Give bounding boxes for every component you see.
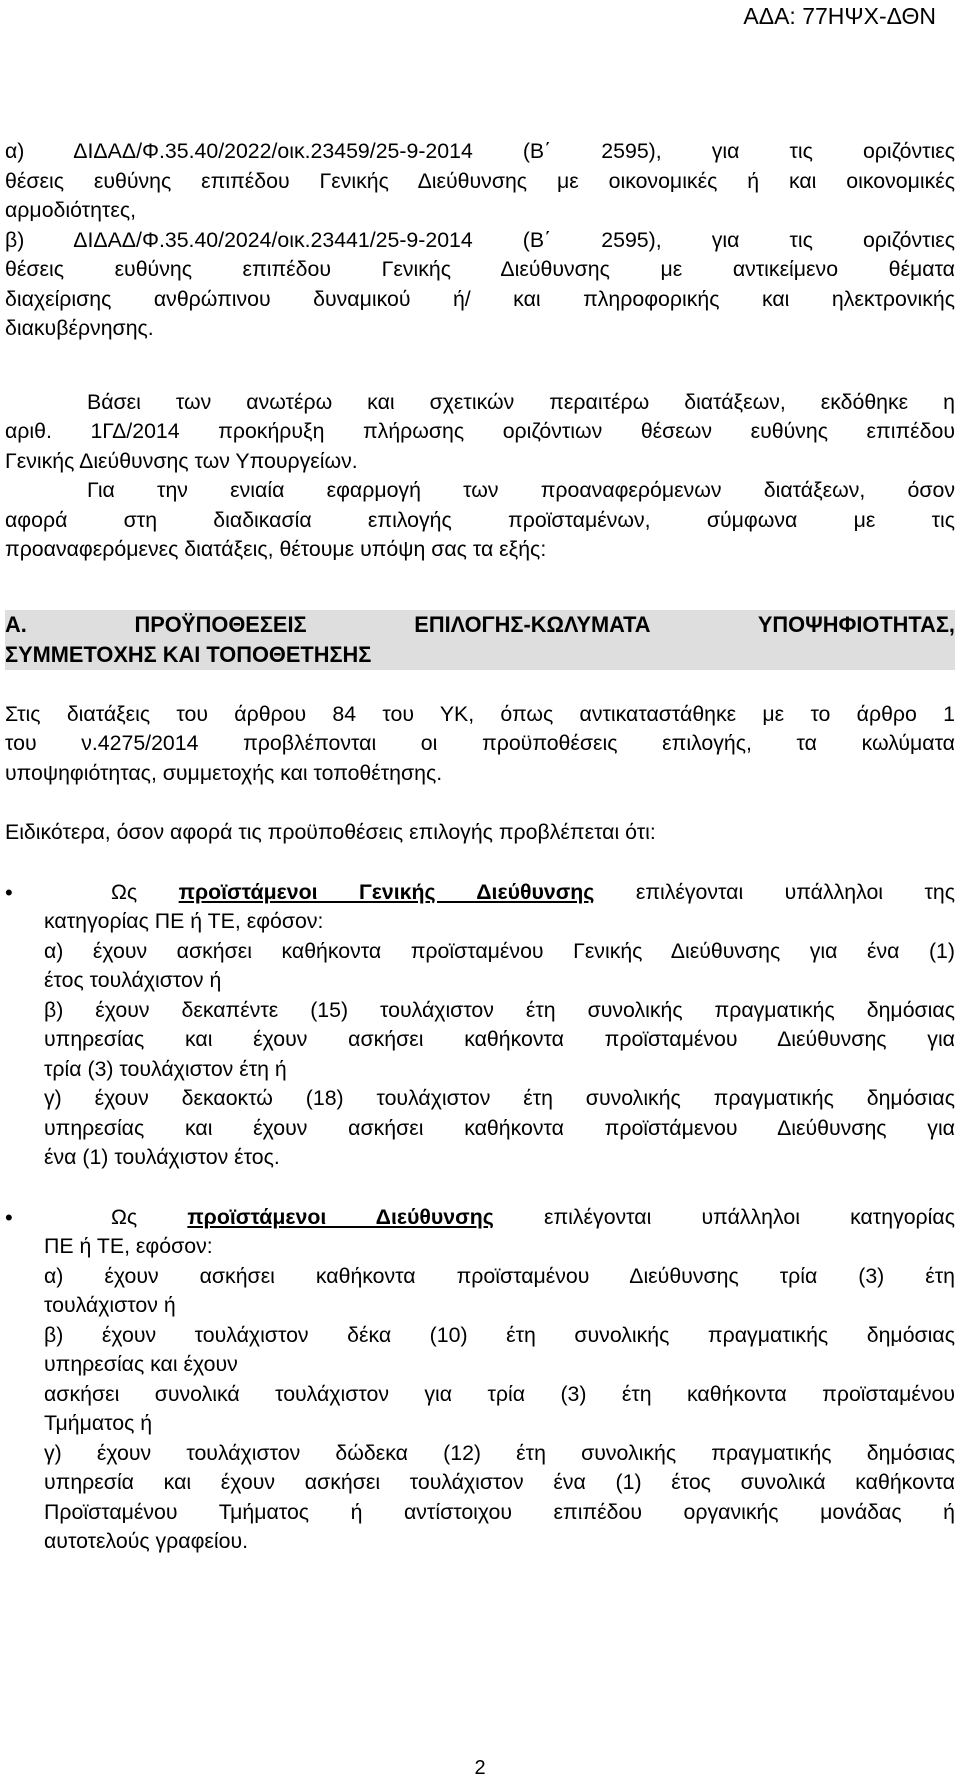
bullet-line: υπηρεσίας και έχουν: [44, 1352, 238, 1376]
item-a-line: α) ΔΙΔΑΔ/Φ.35.40/2022/οικ.23459/25-9-2014 (Β΄ 2595), για τις οριζόντιες: [5, 139, 955, 163]
bullet-tail: επιλέγονται υπάλληλοι κατηγορίας: [493, 1204, 955, 1229]
bullet-line: ένα (1) τουλάχιστον έτος.: [44, 1145, 280, 1169]
bullet-line: Τμήματος ή: [44, 1411, 153, 1435]
bullet-tail: επιλέγονται υπάλληλοι της: [594, 879, 955, 904]
paragraph-line: αφορά στη διαδικασία επιλογής προϊσταμένων, σύμφωνα με τις: [5, 507, 955, 532]
bullet-line: ασκήσει συνολικά τουλάχιστον για τρία (3) έτη καθήκοντα προϊσταμένου: [44, 1381, 955, 1406]
bullet-line: υπηρεσίας και έχουν ασκήσει καθήκοντα προϊστάμενου Διεύθυνσης για: [44, 1115, 955, 1140]
bullet-line: αυτοτελούς γραφείου.: [44, 1529, 249, 1553]
bullet-lead: Ως: [111, 1204, 188, 1229]
bullet-line: κατηγορίας ΠΕ ή ΤΕ, εφόσον:: [44, 909, 324, 933]
section-a-heading: [5, 610, 955, 670]
section-title-line: ΣΥΜΜΕΤΟΧΗΣ ΚΑΙ ΤΟΠΟΘΕΤΗΣΗΣ: [5, 641, 372, 667]
paragraph-line: Γενικής Διεύθυνσης των Υπουργείων.: [5, 448, 358, 473]
paragraph-line: αριθ. 1ΓΔ/2014 προκήρυξη πλήρωσης οριζόντιων θέσεων ευθύνης επιπέδου: [5, 419, 955, 443]
bullet-emphasis: προϊστάμενοι Γενικής Διεύθυνσης: [178, 879, 595, 904]
paragraph-basei: [5, 388, 955, 477]
paragraph-line: υποψηφιότητας, συμμετοχής και τοποθέτησης.: [5, 760, 443, 785]
item-a-line: αρμοδιότητες,: [5, 198, 137, 222]
bullet-line: γ) έχουν δεκαοκτώ (18) τουλάχιστον έτη συνολικής πραγματικής δημόσιας: [44, 1086, 955, 1110]
bullet-icon: •: [5, 879, 13, 905]
bullet-line: τρία (3) τουλάχιστον έτη ή: [44, 1056, 287, 1081]
bullet-line: Προϊσταμένου Τμήματος ή αντίστοιχου επιπέδου οργανικής μονάδας ή: [44, 1499, 955, 1524]
bullet-lead: Ως: [111, 879, 179, 904]
bullet-line: ΠΕ ή ΤΕ, εφόσον:: [44, 1234, 213, 1258]
bullet-line: γ) έχουν τουλάχιστον δώδεκα (12) έτη συνολικής πραγματικής δημόσιας: [44, 1440, 955, 1465]
ada-code: ΑΔΑ: 77ΗΨΧ-ΔΘΝ: [743, 3, 936, 29]
paragraph-line: Βάσει των ανωτέρω και σχετικών περαιτέρω διατάξεων, εκδόθηκε η: [87, 389, 955, 414]
item-b-line: θέσεις ευθύνης επιπέδου Γενικής Διεύθυνσης με αντικείμενο θέματα: [5, 257, 955, 281]
paragraph-eidikotera: Ειδικότερα, όσον αφορά τις προϋποθέσεις επιλογής προβλέπεται ότι:: [5, 820, 656, 844]
bullet-line: α) έχουν ασκήσει καθήκοντα προϊσταμένου Διεύθυνσης τρία (3) έτη: [44, 1263, 955, 1288]
bullet-directorate: [5, 1203, 955, 1557]
bullet-line: β) έχουν δεκαπέντε (15) τουλάχιστον έτη συνολικής πραγματικής δημόσιας: [44, 997, 955, 1022]
item-b-line: διαχείρισης ανθρώπινου δυναμικού ή/ και πληροφορικής και ηλεκτρονικής: [5, 286, 955, 311]
item-a-line: θέσεις ευθύνης επιπέδου Γενικής Διεύθυνσης με οικονομικές ή και οικονομικές: [5, 168, 955, 193]
paragraph-line: του ν.4275/2014 προβλέπονται οι προϋποθέσεις επιλογής, τα κωλύματα: [5, 731, 955, 755]
bullet-line: α) έχουν ασκήσει καθήκοντα προϊσταμένου Γενικής Διεύθυνσης για ένα (1): [44, 938, 955, 963]
bullet-emphasis: προϊστάμενοι Διεύθυνσης: [187, 1204, 494, 1229]
bullet-line: τουλάχιστον ή: [44, 1293, 176, 1317]
page-number: 2: [474, 1757, 486, 1779]
paragraph-line: προαναφερόμενες διατάξεις, θέτουμε υπόψη σας τα εξής:: [5, 537, 547, 561]
item-b-line: β) ΔΙΔΑΔ/Φ.35.40/2024/οικ.23441/25-9-2014 (Β΄ 2595), για τις οριζόντιες: [5, 227, 955, 252]
bullet-line: υπηρεσία και έχουν ασκήσει τουλάχιστον ένα (1) έτος συνολικά καθήκοντα: [44, 1470, 955, 1494]
paragraph-line: Στις διατάξεις του άρθρου 84 του ΥΚ, όπως αντικαταστάθηκε με το άρθρο 1: [5, 701, 955, 726]
paragraph-yk: [5, 700, 955, 789]
paragraph-line: Για την ενιαία εφαρμογή των προαναφερόμενων διατάξεων, όσον: [87, 478, 955, 502]
item-a: [5, 137, 955, 226]
section-title-line: Α. ΠΡΟΫΠΟΘΕΣΕΙΣ ΕΠΙΛΟΓΗΣ-ΚΩΛΥΜΑΤΑ ΥΠΟΨΗΦΙΟΤΗΤΑΣ,: [5, 611, 955, 637]
bullet-icon: •: [5, 1204, 13, 1230]
document-body: [5, 137, 955, 1557]
bullet-general-directorate: [5, 878, 955, 1173]
bullet-line: υπηρεσίας και έχουν ασκήσει καθήκοντα προϊσταμένου Διεύθυνσης για: [44, 1027, 955, 1051]
item-b: [5, 226, 955, 344]
bullet-line: έτος τουλάχιστον ή: [44, 968, 222, 992]
bullet-line: β) έχουν τουλάχιστον δέκα (10) έτη συνολικής πραγματικής δημόσιας: [44, 1322, 955, 1347]
paragraph-eniaia: [5, 476, 955, 565]
item-b-line: διακυβέρνησης.: [5, 316, 154, 340]
